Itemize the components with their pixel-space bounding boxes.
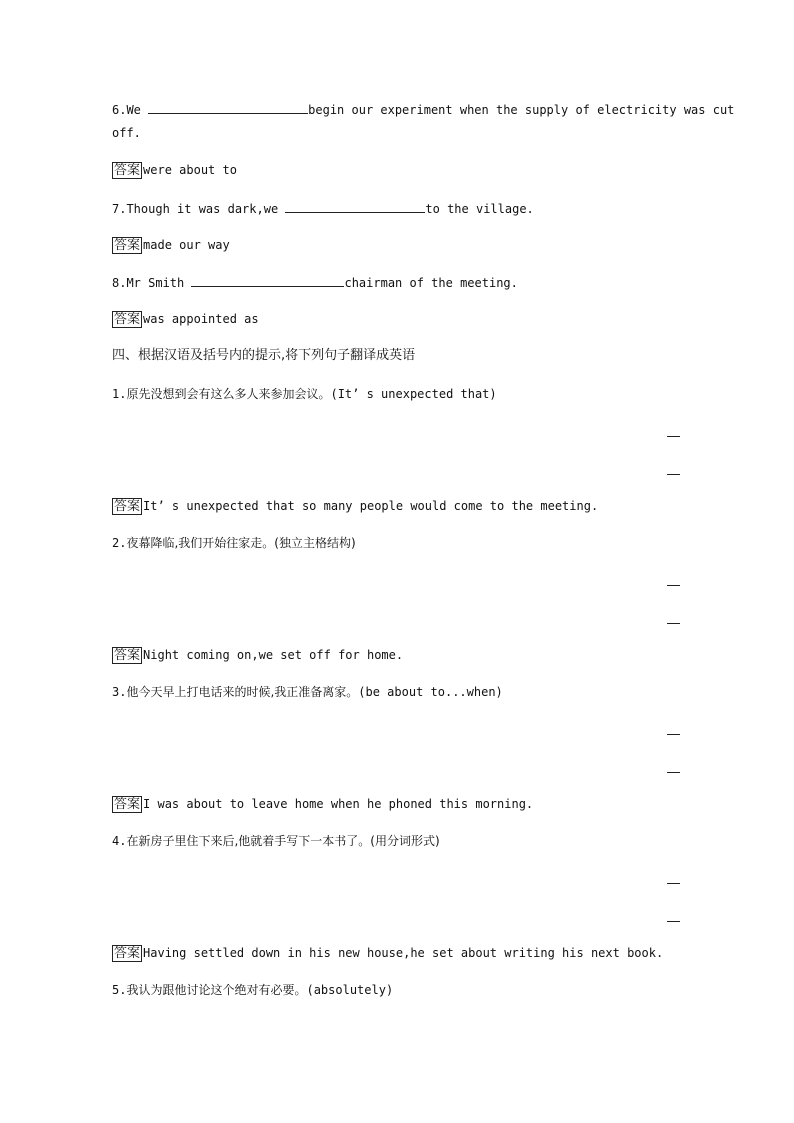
question-number: 7. — [112, 202, 127, 216]
hint: (用分词形式) — [370, 834, 440, 848]
answer-blank — [191, 274, 344, 287]
question-6 — [112, 101, 734, 118]
chinese-sentence: 我认为跟他讨论这个绝对有必要。 — [126, 983, 307, 997]
answer-badge: 答案 — [114, 648, 141, 663]
question-text-before: Though it was dark,we — [126, 202, 286, 216]
translation-question-4 — [112, 833, 440, 849]
hint: (It’ s unexpected that) — [330, 387, 497, 401]
answer-badge: 答案 — [114, 499, 141, 514]
answer-badge: 答案 — [114, 238, 141, 253]
chinese-sentence: 在新房子里住下来后,他就着手写下一本书了。 — [126, 834, 371, 848]
question-text-after: begin our experiment when the supply of electricity was cut — [308, 103, 735, 117]
answer-8 — [112, 311, 259, 328]
answer-text: Night coming on,we set off for home. — [143, 648, 404, 662]
hint: (absolutely) — [306, 983, 394, 997]
translation-answer-2 — [112, 647, 403, 664]
chinese-sentence: 原先没想到会有这么多人来参加会议。 — [126, 387, 331, 401]
question-text-after: to the village. — [425, 202, 534, 216]
answer-text: I was about to leave home when he phoned this morning. — [143, 797, 534, 811]
answer-line — [667, 585, 680, 586]
answer-7 — [112, 237, 230, 254]
question-6-continuation: off. — [112, 126, 141, 140]
answer-line — [667, 921, 680, 922]
question-number: 2. — [112, 536, 127, 550]
question-number: 8. — [112, 276, 127, 290]
question-number: 3. — [112, 685, 127, 699]
question-7 — [112, 200, 534, 217]
question-number: 6. — [112, 103, 127, 117]
question-text-before: Mr Smith — [126, 276, 192, 290]
answer-line — [667, 734, 680, 735]
answer-badge: 答案 — [114, 797, 141, 812]
hint: (独立主格结构) — [274, 536, 356, 550]
answer-blank — [148, 101, 308, 114]
chinese-sentence: 夜幕降临,我们开始往家走。 — [126, 536, 275, 550]
answer-line — [667, 474, 680, 475]
answer-badge: 答案 — [114, 312, 141, 327]
answer-badge: 答案 — [114, 163, 141, 178]
question-number: 1. — [112, 387, 127, 401]
question-text-before: We — [126, 103, 149, 117]
translation-question-3 — [112, 684, 503, 700]
translation-question-5 — [112, 982, 393, 998]
answer-blank — [285, 200, 425, 213]
answer-line — [667, 772, 680, 773]
hint: (be about to...when) — [358, 685, 503, 699]
answer-text: It’ s unexpected that so many people would come to the meeting. — [143, 499, 599, 513]
answer-text: made our way — [143, 238, 230, 252]
translation-question-2 — [112, 535, 356, 551]
translation-answer-3 — [112, 796, 533, 813]
answer-text: Having settled down in his new house,he set about writing his next book. — [143, 946, 664, 960]
question-number: 5. — [112, 983, 127, 997]
translation-question-1 — [112, 386, 497, 402]
question-text-after: chairman of the meeting. — [344, 276, 518, 290]
translation-answer-4 — [112, 945, 663, 962]
question-number: 4. — [112, 834, 127, 848]
answer-line — [667, 883, 680, 884]
chinese-sentence: 他今天早上打电话来的时候,我正准备离家。 — [126, 685, 359, 699]
answer-6 — [112, 162, 237, 179]
section-heading: 四、根据汉语及括号内的提示,将下列句子翻译成英语 — [112, 348, 416, 363]
question-8 — [112, 274, 518, 291]
translation-answer-1 — [112, 498, 598, 515]
answer-badge: 答案 — [114, 946, 141, 961]
answer-text: was appointed as — [143, 312, 259, 326]
answer-line — [667, 623, 680, 624]
answer-line — [667, 436, 680, 437]
answer-text: were about to — [143, 163, 237, 177]
